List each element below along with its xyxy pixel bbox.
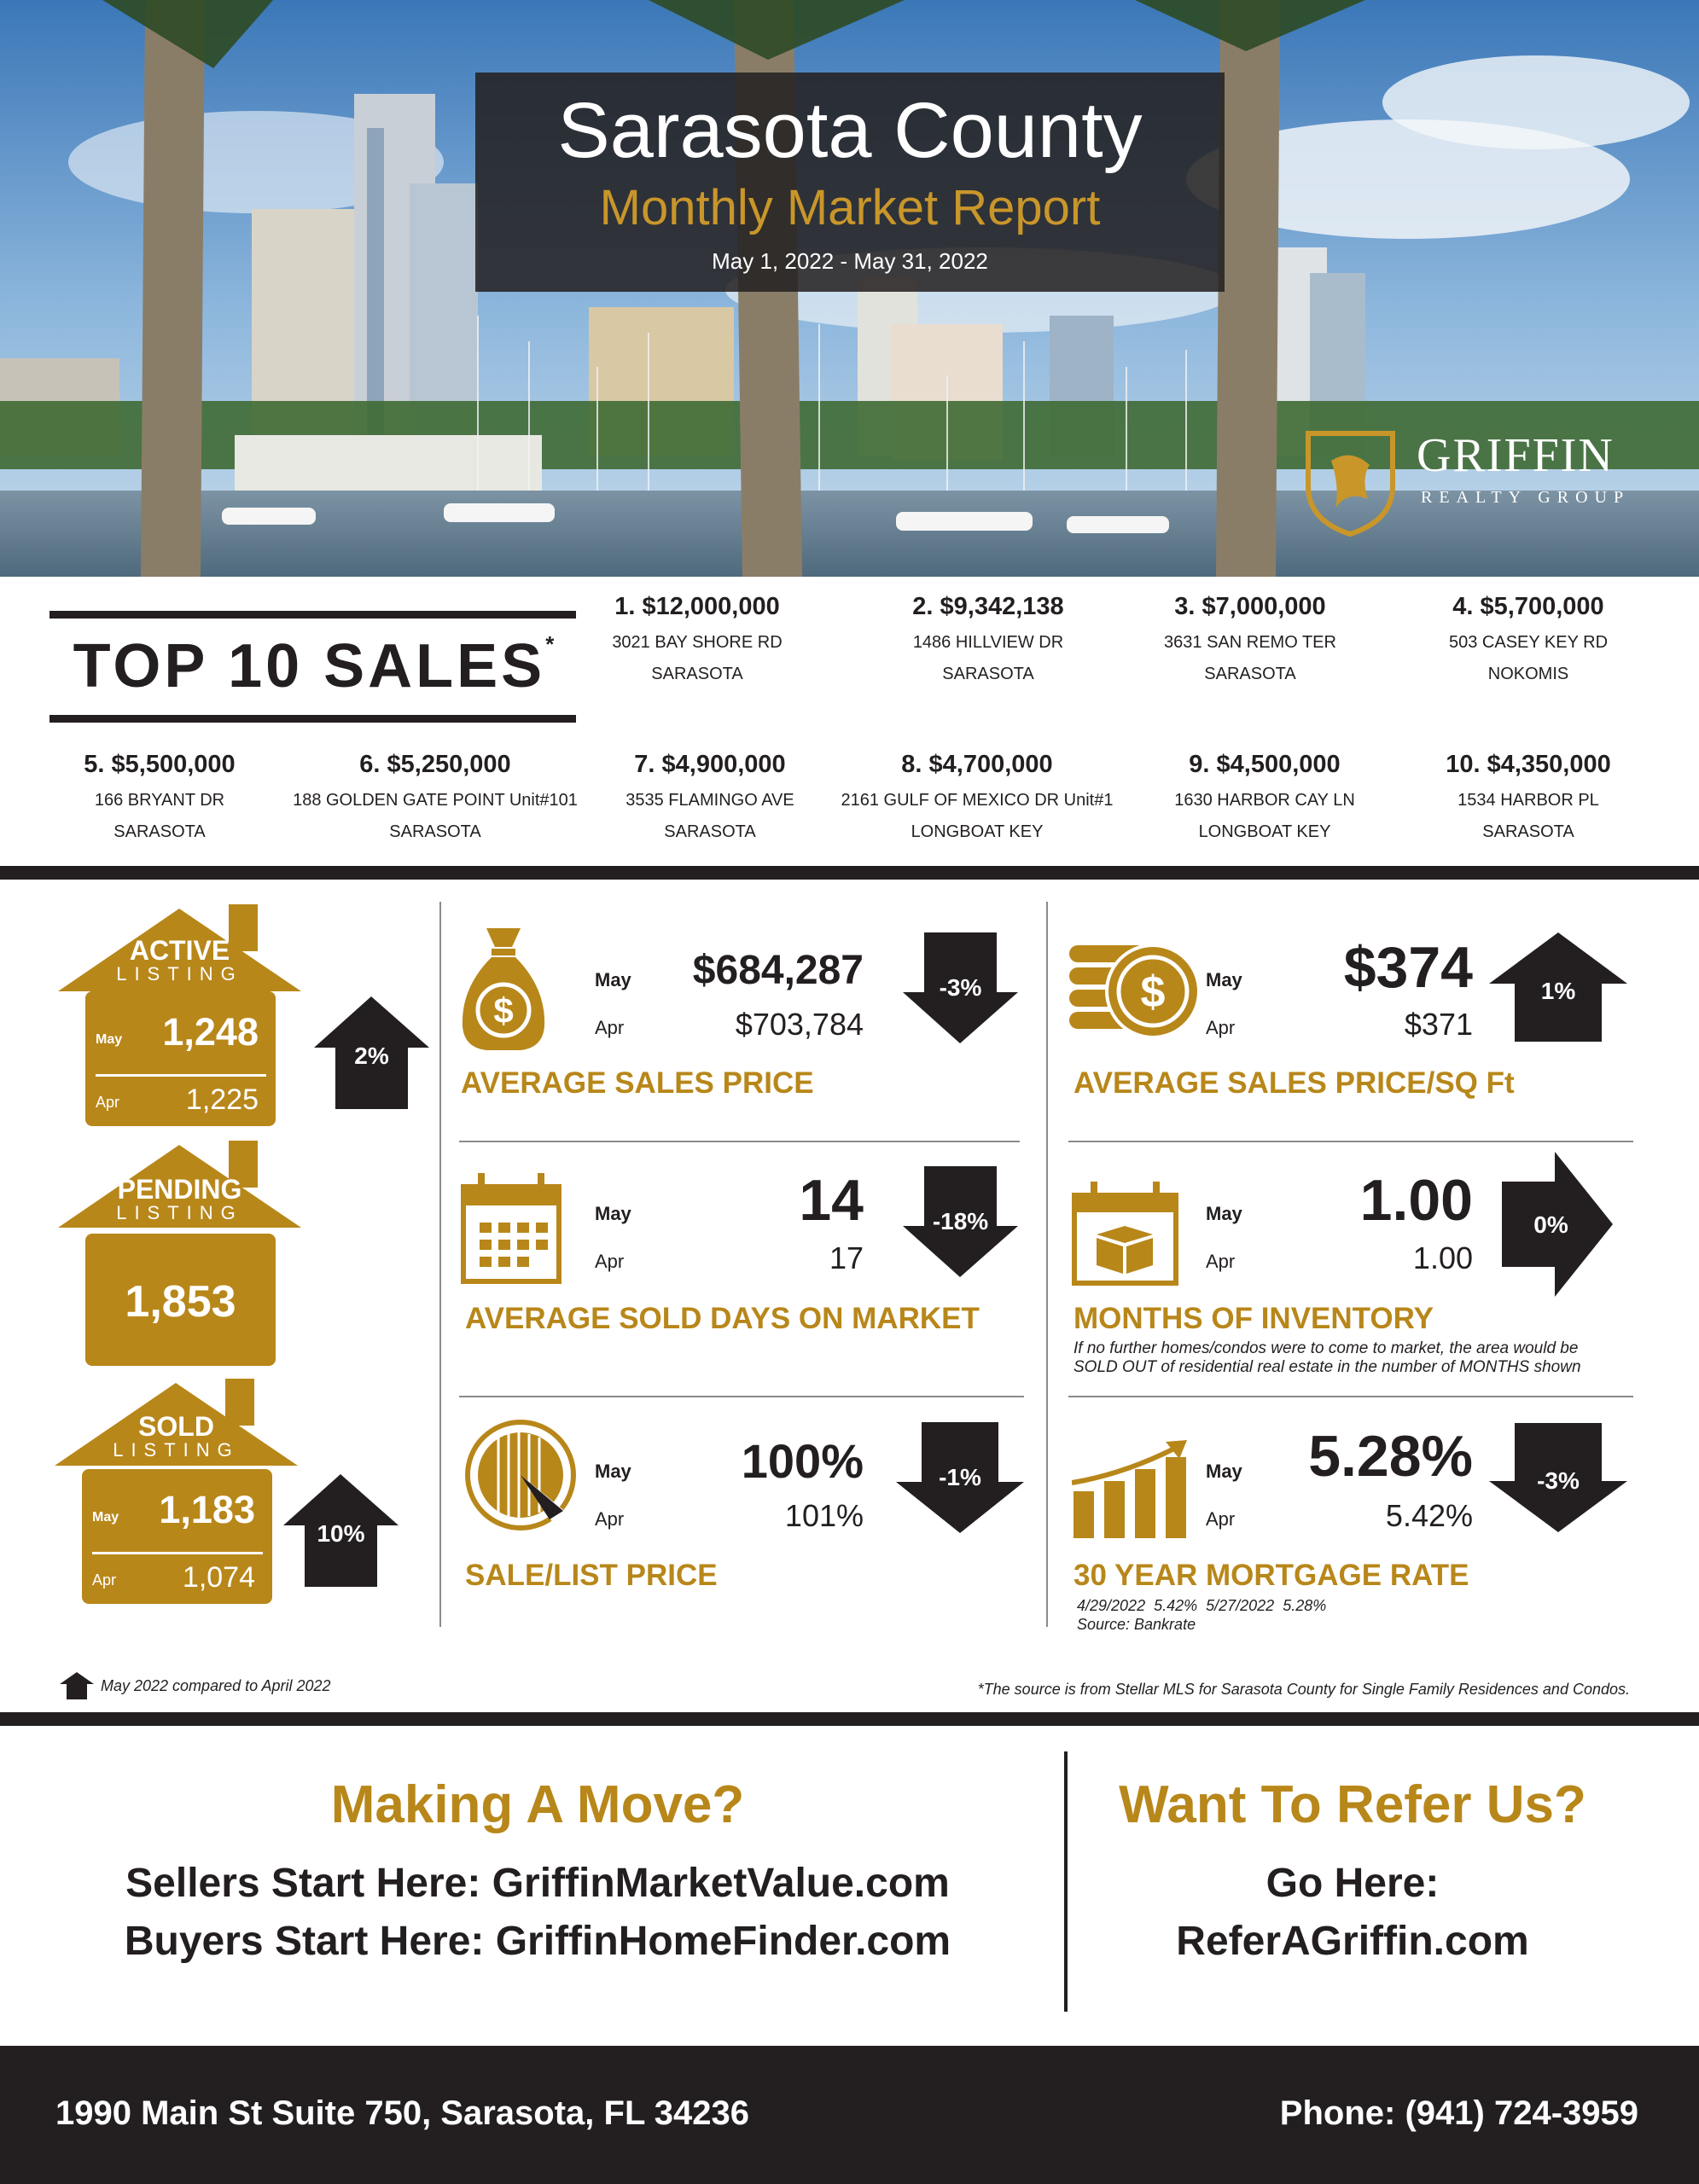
days-may-label: May bbox=[595, 1203, 631, 1224]
sale-6 bbox=[265, 751, 606, 842]
sold-apr-label: Apr bbox=[92, 1571, 117, 1589]
avg-sqft-title: AVERAGE SALES PRICE/SQ Ft bbox=[1074, 1066, 1515, 1100]
pending-value: 1,853 bbox=[125, 1277, 236, 1327]
mortgage-title: 30 YEAR MORTGAGE RATE bbox=[1074, 1559, 1469, 1592]
sold-may-label: May bbox=[92, 1510, 119, 1525]
sale-city: SARASOTA bbox=[113, 822, 206, 841]
cta-divider bbox=[1064, 1751, 1068, 2012]
mortgage-note-line-1: 4/29/2022 5.42% 5/27/2022 5.28% bbox=[1077, 1597, 1327, 1614]
report-date-range: May 1, 2022 - May 31, 2022 bbox=[712, 248, 988, 274]
inventory-change: 0% bbox=[1533, 1211, 1568, 1238]
footer-bar bbox=[0, 2046, 1699, 2184]
sale-list-apr-value: 101% bbox=[784, 1498, 864, 1533]
legend-up-arrow-icon bbox=[60, 1672, 94, 1699]
sale-address: 1486 HILLVIEW DR bbox=[912, 633, 1064, 652]
sale-3 bbox=[1114, 593, 1387, 684]
avg-price-apr-label: Apr bbox=[595, 1017, 625, 1038]
sale-address: 1534 HARBOR PL bbox=[1458, 791, 1599, 810]
refer-us-heading: Want To Refer Us? bbox=[1119, 1775, 1586, 1834]
sale-address: 3631 SAN REMO TER bbox=[1164, 633, 1336, 652]
sale-address: 3021 BAY SHORE RD bbox=[612, 633, 783, 652]
svg-text:$: $ bbox=[493, 990, 514, 1031]
sellers-line[interactable]: Sellers Start Here: GriffinMarketValue.com bbox=[125, 1861, 950, 1906]
pending-title: PENDING bbox=[117, 1174, 242, 1205]
inventory-apr-value: 1.00 bbox=[1412, 1240, 1473, 1275]
title-panel bbox=[475, 73, 1225, 292]
sale-list-apr-label: Apr bbox=[595, 1508, 625, 1530]
sale-address: 3535 FLAMINGO AVE bbox=[625, 791, 794, 810]
column-divider-right bbox=[1046, 902, 1048, 1627]
inventory-title: MONTHS OF INVENTORY bbox=[1074, 1302, 1434, 1335]
sold-may-value: 1,183 bbox=[159, 1488, 255, 1531]
source-note: *The source is from Stellar MLS for Sarasota County for Single Family Residences and Condos. bbox=[977, 1681, 1630, 1698]
days-may-value: 14 bbox=[799, 1168, 864, 1233]
pending-label bbox=[58, 1176, 301, 1223]
avg-price-title: AVERAGE SALES PRICE bbox=[461, 1066, 814, 1100]
sale-address: 166 BRYANT DR bbox=[94, 791, 225, 810]
active-sub: LISTING bbox=[116, 963, 243, 985]
mortgage-apr-value: 5.42% bbox=[1385, 1498, 1473, 1533]
sale-7 bbox=[573, 751, 847, 842]
sold-box bbox=[82, 1469, 272, 1604]
sale-price: 10. $4,350,000 bbox=[1446, 751, 1611, 778]
active-box bbox=[85, 991, 276, 1126]
sale-price: 7. $4,900,000 bbox=[634, 751, 786, 778]
row-divider-right-1 bbox=[1068, 1141, 1633, 1142]
inventory-apr-label: Apr bbox=[1206, 1251, 1236, 1272]
sale-5 bbox=[23, 751, 296, 842]
row-divider-mid-1 bbox=[459, 1141, 1020, 1142]
report-title: Sarasota County bbox=[557, 87, 1143, 174]
active-may-value: 1,248 bbox=[162, 1010, 259, 1054]
sold-divider bbox=[92, 1552, 263, 1554]
mortgage-may-label: May bbox=[1206, 1461, 1242, 1482]
sale-address: 2161 GULF OF MEXICO DR Unit#1 bbox=[841, 791, 1114, 810]
sale-list-title: SALE/LIST PRICE bbox=[465, 1559, 718, 1592]
sale-address: 1630 HARBOR CAY LN bbox=[1174, 791, 1355, 810]
report-subtitle: Monthly Market Report bbox=[599, 180, 1101, 235]
pending-box bbox=[85, 1234, 276, 1366]
section-divider bbox=[0, 866, 1699, 880]
days-change: -18% bbox=[932, 1208, 989, 1234]
top10-asterisk: * bbox=[545, 631, 555, 657]
legend-text: May 2022 compared to April 2022 bbox=[101, 1677, 331, 1694]
avg-price-change: -3% bbox=[939, 974, 982, 1001]
active-label bbox=[58, 937, 301, 985]
sold-title: SOLD bbox=[138, 1411, 214, 1442]
days-apr-value: 17 bbox=[829, 1240, 864, 1275]
logo-tagline: REALTY GROUP bbox=[1421, 488, 1631, 507]
buyers-line[interactable]: Buyers Start Here: GriffinHomeFinder.com bbox=[124, 1919, 951, 1964]
sale-list-may-label: May bbox=[595, 1461, 631, 1482]
sale-price: 4. $5,700,000 bbox=[1452, 593, 1604, 620]
sale-price: 9. $4,500,000 bbox=[1189, 751, 1341, 778]
avg-sqft-may-label: May bbox=[1206, 969, 1242, 990]
mortgage-change: -3% bbox=[1537, 1467, 1580, 1494]
svg-text:$: $ bbox=[1140, 967, 1166, 1017]
sale-4 bbox=[1392, 593, 1665, 684]
top10-heading bbox=[51, 631, 576, 701]
avg-sqft-apr-label: Apr bbox=[1206, 1017, 1236, 1038]
footer-address: 1990 Main St Suite 750, Sarasota, FL 34236 bbox=[55, 2094, 750, 2132]
top10-rule-top bbox=[49, 611, 576, 619]
active-may-label: May bbox=[96, 1032, 123, 1047]
price-tag-circle-icon bbox=[464, 1419, 577, 1531]
sale-price: 3. $7,000,000 bbox=[1174, 593, 1326, 620]
logo-name: GRIFFIN bbox=[1417, 429, 1615, 482]
sale-list-change: -1% bbox=[939, 1464, 981, 1490]
calendar-box-icon bbox=[1072, 1182, 1178, 1286]
sale-price: 6. $5,250,000 bbox=[359, 751, 511, 778]
sale-price: 8. $4,700,000 bbox=[901, 751, 1053, 778]
sold-apr-value: 1,074 bbox=[182, 1561, 255, 1594]
column-divider-left bbox=[439, 902, 441, 1627]
sale-list-may-value: 100% bbox=[741, 1434, 864, 1488]
sold-change: 10% bbox=[317, 1520, 365, 1547]
days-title: AVERAGE SOLD DAYS ON MARKET bbox=[465, 1302, 980, 1335]
sale-city: SARASOTA bbox=[1204, 665, 1296, 683]
active-change: 2% bbox=[354, 1043, 389, 1069]
avg-price-may-label: May bbox=[595, 969, 631, 990]
sale-price: 2. $9,342,138 bbox=[912, 593, 1064, 620]
inventory-note-line-1: If no further homes/condos were to come to market, the area would be bbox=[1074, 1339, 1579, 1357]
griffin-shield-icon bbox=[1301, 427, 1399, 537]
sale-price: 5. $5,500,000 bbox=[84, 751, 236, 778]
sale-price: 1. $12,000,000 bbox=[614, 593, 780, 620]
sale-city: LONGBOAT KEY bbox=[1198, 822, 1331, 841]
sale-city: SARASOTA bbox=[664, 822, 756, 841]
sale-address: 503 CASEY KEY RD bbox=[1448, 633, 1609, 652]
avg-price-apr-value: $703,784 bbox=[735, 1007, 864, 1042]
footer-phone[interactable]: Phone: (941) 724-3959 bbox=[1279, 2094, 1638, 2132]
row-divider-right-2 bbox=[1068, 1396, 1633, 1397]
avg-sqft-apr-value: $371 bbox=[1404, 1007, 1473, 1042]
sale-9 bbox=[1128, 751, 1401, 842]
mortgage-note-line-2: Source: Bankrate bbox=[1077, 1616, 1196, 1633]
sale-city: LONGBOAT KEY bbox=[911, 822, 1044, 841]
mortgage-may-value: 5.28% bbox=[1308, 1424, 1473, 1489]
sold-label bbox=[55, 1413, 298, 1461]
mortgage-apr-label: Apr bbox=[1206, 1508, 1236, 1530]
sale-2 bbox=[852, 593, 1125, 684]
row-divider-mid-2 bbox=[459, 1396, 1024, 1397]
top10-rule-bottom bbox=[49, 715, 576, 723]
sale-8 bbox=[828, 751, 1126, 842]
hero-photo bbox=[0, 0, 1699, 577]
griffin-logo bbox=[1301, 427, 1643, 537]
money-bag-icon bbox=[461, 928, 546, 1052]
inventory-may-value: 1.00 bbox=[1359, 1168, 1473, 1233]
sold-sub: LISTING bbox=[113, 1439, 240, 1461]
sale-city: SARASOTA bbox=[651, 665, 743, 683]
sale-city: NOKOMIS bbox=[1487, 665, 1569, 683]
sale-1 bbox=[561, 593, 834, 684]
active-apr-value: 1,225 bbox=[185, 1083, 259, 1116]
avg-sqft-change: 1% bbox=[1540, 978, 1576, 1004]
sale-address: 188 GOLDEN GATE POINT Unit#101 bbox=[293, 791, 578, 810]
top10-title-text: TOP 10 SALES bbox=[73, 632, 546, 700]
active-apr-label: Apr bbox=[96, 1094, 120, 1111]
refer-url-link[interactable]: ReferAGriffin.com bbox=[1176, 1919, 1529, 1964]
active-title: ACTIVE bbox=[129, 935, 230, 966]
avg-sqft-may-value: $374 bbox=[1343, 935, 1473, 1000]
sale-city: SARASOTA bbox=[942, 665, 1034, 683]
avg-price-may-value: $684,287 bbox=[692, 948, 864, 993]
rising-chart-icon bbox=[1072, 1440, 1191, 1538]
inventory-note-line-2: SOLD OUT of residential real estate in the number of MONTHS shown bbox=[1074, 1358, 1581, 1376]
making-a-move-heading: Making A Move? bbox=[330, 1775, 745, 1834]
sale-city: SARASOTA bbox=[1482, 822, 1574, 841]
active-divider bbox=[96, 1074, 266, 1077]
pending-sub: LISTING bbox=[116, 1202, 243, 1223]
section-divider-2 bbox=[0, 1712, 1699, 1726]
inventory-may-label: May bbox=[1206, 1203, 1242, 1224]
go-here-text: Go Here: bbox=[1266, 1861, 1440, 1906]
sale-10 bbox=[1392, 751, 1665, 842]
coins-icon bbox=[1069, 938, 1202, 1045]
days-apr-label: Apr bbox=[595, 1251, 625, 1272]
calendar-icon bbox=[461, 1173, 561, 1284]
sale-city: SARASOTA bbox=[389, 822, 481, 841]
